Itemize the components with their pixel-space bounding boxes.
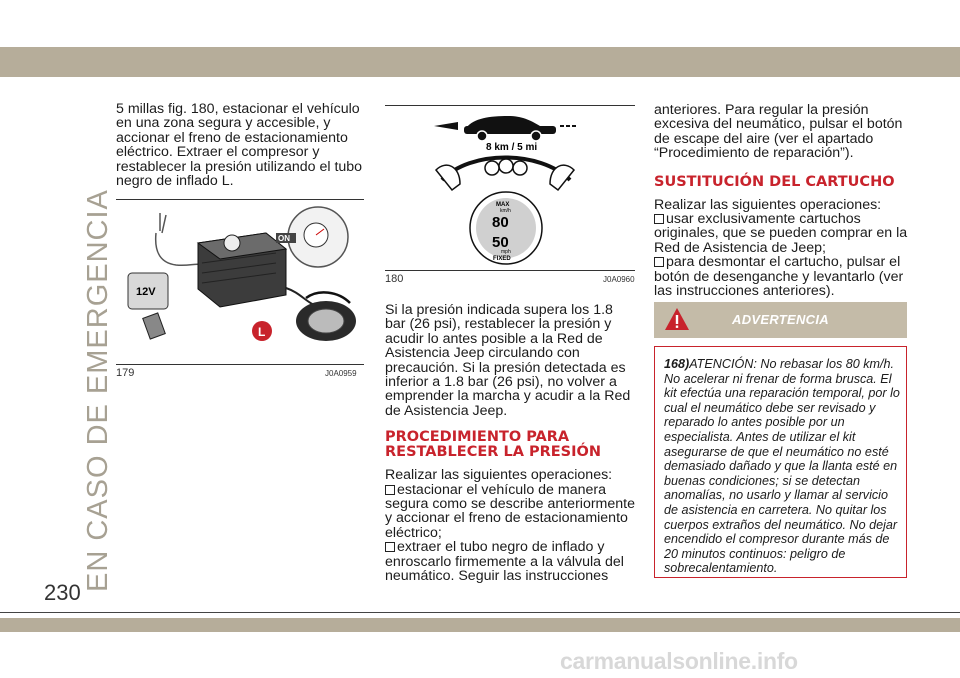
section-title: EN CASO DE EMERGENCIA [82, 189, 114, 592]
fig179-code: J0A0959 [325, 369, 357, 378]
fig179-illustration [116, 203, 364, 343]
svg-text:L: L [258, 325, 266, 339]
section-tab [58, 104, 114, 592]
bottom-band [0, 618, 960, 632]
svg-text:ON: ON [278, 234, 290, 243]
svg-text:MAX: MAX [496, 202, 510, 208]
heading-restablecer: PROCEDIMIENTO PARA RESTABLECER LA PRESIÓN [385, 429, 601, 461]
col3-list-item: usar exclusivamente cartuchos originales, que se pueden comprar en la Red de Asistencia de Jeep; [654, 211, 908, 256]
steering-wheel-icon [436, 158, 574, 191]
fig180-illustration [430, 110, 580, 268]
checkbox-bullet-icon [385, 485, 395, 495]
svg-text:km/h: km/h [500, 208, 511, 214]
fig180-code: J0A0960 [603, 275, 635, 284]
fig179-caption: 179 [116, 367, 135, 379]
col2-list-item: extraer el tubo negro de inflado y enroscarlo firmemente a la válvula del neumático. Seguir las instrucciones [385, 539, 624, 585]
checkbox-bullet-icon [654, 214, 664, 224]
arrow-left-icon [434, 122, 458, 130]
col3-list-item: para desmontar el cartucho, pulsar el botón de desenganche y levantarlo (ver las instrucciones anteriores). [654, 254, 904, 300]
checkbox-bullet-icon [385, 542, 395, 552]
svg-text:mph: mph [501, 249, 511, 255]
fig179-bottom-rule [116, 364, 364, 365]
col3-paragraph: anteriores. Para regular la presión excesiva del neumático, pulsar el botón de escape del aire (ver el apartado “Procedimiento de reparación”). [654, 102, 903, 162]
svg-text:50: 50 [492, 234, 509, 251]
column-1 [116, 102, 366, 188]
car-icon [464, 116, 556, 141]
svg-text:12V: 12V [136, 286, 156, 298]
warning-box [654, 346, 907, 578]
col2-paragraph: Si la presión indicada supera los 1.8 bar (26 psi), restablecer la presión y acudir lo antes posible a la Red de Asistencia Jeep circulando con precaución. Si la presión detectada es inferior a 1.8 bar (26 psi), no volver a emprender la marcha y acudir a la Red de Asistencia Jeep. [385, 302, 631, 419]
speed-limit-sticker-icon [470, 192, 542, 264]
fig179-top-rule [116, 199, 364, 200]
checkbox-bullet-icon [654, 257, 664, 267]
col1-text: 5 millas fig. 180, estacionar el vehículo en una zona segura y accesible, y accionar el freno de estacionamiento eléctrico. Extraer el compresor y restablecer la presión utilizando el tubo negro de inflado L. [116, 101, 363, 190]
12v-plug-icon [128, 273, 168, 309]
col2-intro: Realizar las siguientes operaciones: [385, 467, 613, 484]
warning-text: 168)ATENCIÓN: No rebasar los 80 km/h. No acelerar ni frenar de forma brusca. El kit efectúa una reparación temporal, por lo cual el neumático debe ser revisado y reparado lo antes posible por un especialista. Antes de utilizar el kit asegurarse de que el neumático no esté demasiado dañado y que la llanta esté en buenas condiciones; si se detectan anomalías, no usarlo y llamar al servicio de asistencia en carretera. No quitar los cuerpos extraños del neumático. No dejar encendido el compresor durante más de 20 minutos continuos: peligro de sobrecalentamiento. [664, 357, 900, 576]
heading-cartucho: SUSTITUCIÓN DEL CARTUCHO [654, 173, 895, 190]
svg-text:FIXED: FIXED [493, 256, 511, 262]
col3-intro: Realizar las siguientes operaciones: [654, 196, 882, 213]
fig180-top-rule [385, 105, 635, 106]
col2-list-item: estacionar el vehículo de manera segura como se describe anteriormente y accionar el freno de estacionamiento eléctrico; [385, 481, 635, 541]
svg-text:80: 80 [492, 214, 509, 231]
top-band [0, 47, 960, 77]
warning-title: ADVERTENCIA [732, 312, 829, 327]
page-number: 230 [44, 580, 81, 605]
fig180-caption: 180 [385, 273, 404, 285]
watermark: carmanualsonline.info [560, 648, 798, 674]
warning-header [654, 302, 907, 338]
warning-ref: 168) [664, 357, 690, 371]
column-2 [385, 303, 635, 584]
column-3 [654, 103, 910, 298]
bottom-rule [0, 612, 960, 613]
fig180-bottom-rule [385, 270, 635, 271]
svg-text:8 km / 5 mi: 8 km / 5 mi [486, 142, 538, 153]
